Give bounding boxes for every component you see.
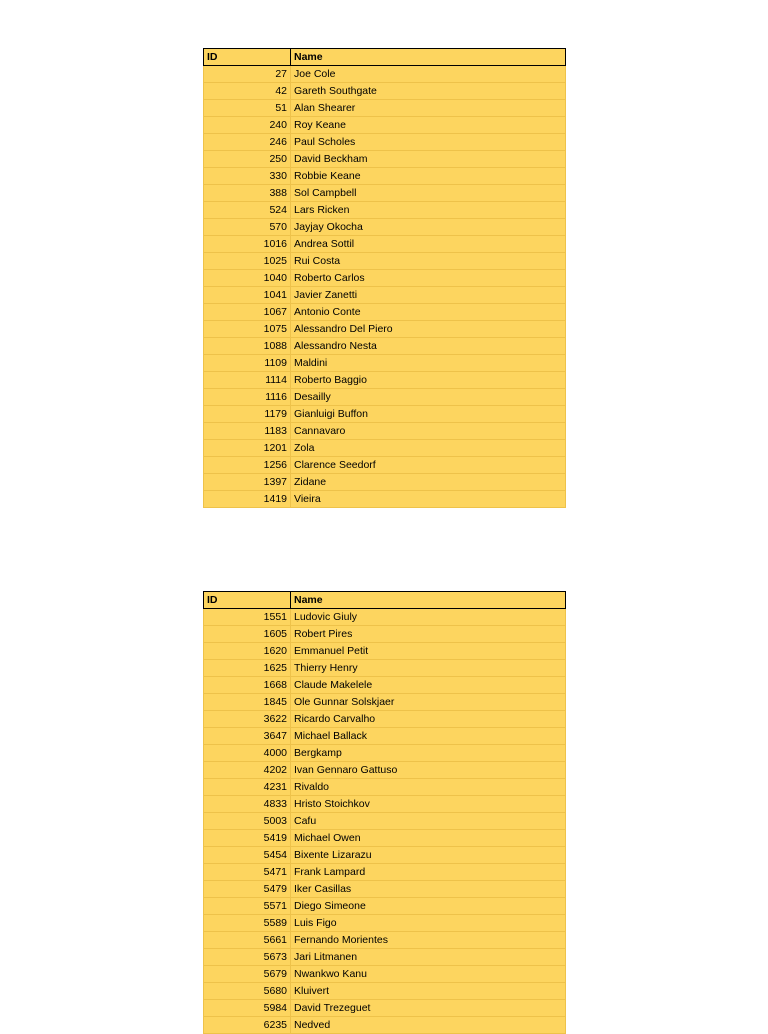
- name-column-header: Name: [291, 592, 566, 609]
- player-name-cell: Hristo Stoichkov: [291, 796, 566, 813]
- player-id-cell: 1201: [204, 440, 291, 457]
- table-row: [204, 151, 566, 168]
- table-row: [204, 864, 566, 881]
- table-row: [204, 355, 566, 372]
- table-row: [204, 423, 566, 440]
- player-id-cell: 5589: [204, 915, 291, 932]
- player-id-cell: 5984: [204, 1000, 291, 1017]
- player-id-cell: 524: [204, 202, 291, 219]
- player-id-cell: 330: [204, 168, 291, 185]
- player-id-cell: 240: [204, 117, 291, 134]
- player-id-cell: 5471: [204, 864, 291, 881]
- player-name-cell: Paul Scholes: [291, 134, 566, 151]
- table-row: [204, 949, 566, 966]
- player-name-cell: Joe Cole: [291, 66, 566, 83]
- table-row: [204, 457, 566, 474]
- player-name-cell: Bergkamp: [291, 745, 566, 762]
- player-id-cell: 1041: [204, 287, 291, 304]
- player-id-cell: 5680: [204, 983, 291, 1000]
- table-row: [204, 796, 566, 813]
- table-row: [204, 168, 566, 185]
- player-name-cell: Ludovic Giuly: [291, 609, 566, 626]
- header-row: [204, 49, 566, 66]
- player-id-cell: 5673: [204, 949, 291, 966]
- player-id-cell: 1183: [204, 423, 291, 440]
- player-name-cell: Alan Shearer: [291, 100, 566, 117]
- player-name-cell: Vieira: [291, 491, 566, 508]
- table-row: [204, 389, 566, 406]
- table-row: [204, 100, 566, 117]
- player-name-cell: Antonio Conte: [291, 304, 566, 321]
- player-id-cell: 27: [204, 66, 291, 83]
- player-name-cell: Fernando Morientes: [291, 932, 566, 949]
- player-name-cell: Jayjay Okocha: [291, 219, 566, 236]
- player-name-cell: Emmanuel Petit: [291, 643, 566, 660]
- table-row: [204, 643, 566, 660]
- player-name-cell: David Beckham: [291, 151, 566, 168]
- table-row: [204, 406, 566, 423]
- player-name-cell: Ricardo Carvalho: [291, 711, 566, 728]
- table-row: [204, 660, 566, 677]
- player-name-cell: Robert Pires: [291, 626, 566, 643]
- table-row: [204, 287, 566, 304]
- player-name-cell: Bixente Lizarazu: [291, 847, 566, 864]
- player-name-cell: Rui Costa: [291, 253, 566, 270]
- player-name-cell: Roberto Baggio: [291, 372, 566, 389]
- player-name-cell: Cafu: [291, 813, 566, 830]
- player-id-cell: 388: [204, 185, 291, 202]
- table-row: [204, 270, 566, 287]
- player-name-cell: Roy Keane: [291, 117, 566, 134]
- table-row: [204, 321, 566, 338]
- table-row: [204, 372, 566, 389]
- player-id-cell: 250: [204, 151, 291, 168]
- header-row: [204, 592, 566, 609]
- player-id-cell: 1016: [204, 236, 291, 253]
- player-name-cell: Luis Figo: [291, 915, 566, 932]
- player-name-cell: Sol Campbell: [291, 185, 566, 202]
- player-id-cell: 4000: [204, 745, 291, 762]
- player-id-cell: 1625: [204, 660, 291, 677]
- table-row: [204, 236, 566, 253]
- table-row: [204, 779, 566, 796]
- player-name-cell: Nwankwo Kanu: [291, 966, 566, 983]
- player-name-cell: Roberto Carlos: [291, 270, 566, 287]
- player-name-cell: Andrea Sottil: [291, 236, 566, 253]
- player-name-cell: David Trezeguet: [291, 1000, 566, 1017]
- player-id-cell: 5679: [204, 966, 291, 983]
- player-id-cell: 1620: [204, 643, 291, 660]
- table-row: [204, 609, 566, 626]
- table-row: [204, 728, 566, 745]
- player-name-cell: Thierry Henry: [291, 660, 566, 677]
- player-id-cell: 1179: [204, 406, 291, 423]
- player-name-cell: Claude Makelele: [291, 677, 566, 694]
- player-id-cell: 4231: [204, 779, 291, 796]
- table-row: [204, 711, 566, 728]
- table-row: [204, 677, 566, 694]
- player-id-cell: 4202: [204, 762, 291, 779]
- table-row: [204, 474, 566, 491]
- player-id-cell: 4833: [204, 796, 291, 813]
- player-id-cell: 5454: [204, 847, 291, 864]
- table-row: [204, 134, 566, 151]
- table-body: [204, 609, 566, 1034]
- player-id-cell: 1025: [204, 253, 291, 270]
- player-name-cell: Frank Lampard: [291, 864, 566, 881]
- table-row: [204, 1000, 566, 1017]
- player-name-cell: Lars Ricken: [291, 202, 566, 219]
- player-id-cell: 570: [204, 219, 291, 236]
- player-name-cell: Cannavaro: [291, 423, 566, 440]
- table-row: [204, 66, 566, 83]
- player-name-cell: Nedved: [291, 1017, 566, 1034]
- player-name-cell: Javier Zanetti: [291, 287, 566, 304]
- player-id-cell: 5003: [204, 813, 291, 830]
- player-name-cell: Ole Gunnar Solskjaer: [291, 694, 566, 711]
- player-name-cell: Gianluigi Buffon: [291, 406, 566, 423]
- id-column-header: ID: [204, 592, 291, 609]
- name-column-header: Name: [291, 49, 566, 66]
- table-row: [204, 117, 566, 134]
- player-name-cell: Robbie Keane: [291, 168, 566, 185]
- player-name-cell: Kluivert: [291, 983, 566, 1000]
- table-row: [204, 83, 566, 100]
- table-row: [204, 762, 566, 779]
- player-id-cell: 6235: [204, 1017, 291, 1034]
- table-body: [204, 66, 566, 508]
- player-name-cell: Michael Ballack: [291, 728, 566, 745]
- table-row: [204, 253, 566, 270]
- player-id-cell: 5661: [204, 932, 291, 949]
- player-id-cell: 1845: [204, 694, 291, 711]
- player-id-cell: 5571: [204, 898, 291, 915]
- table-row: [204, 813, 566, 830]
- player-id-cell: 1397: [204, 474, 291, 491]
- table-row: [204, 219, 566, 236]
- table-row: [204, 983, 566, 1000]
- player-id-cell: 42: [204, 83, 291, 100]
- player-name-cell: Maldini: [291, 355, 566, 372]
- player-id-cell: 1114: [204, 372, 291, 389]
- player-name-cell: Alessandro Del Piero: [291, 321, 566, 338]
- player-id-cell: 1075: [204, 321, 291, 338]
- player-name-cell: Rivaldo: [291, 779, 566, 796]
- player-name-cell: Clarence Seedorf: [291, 457, 566, 474]
- players-table-1: [203, 48, 566, 508]
- table-row: [204, 626, 566, 643]
- player-name-cell: Zidane: [291, 474, 566, 491]
- table-row: [204, 185, 566, 202]
- table-row: [204, 694, 566, 711]
- player-id-cell: 1419: [204, 491, 291, 508]
- player-id-cell: 51: [204, 100, 291, 117]
- player-id-cell: 1116: [204, 389, 291, 406]
- table-row: [204, 1017, 566, 1034]
- table-row: [204, 440, 566, 457]
- player-id-cell: 5419: [204, 830, 291, 847]
- players-table-2: [203, 591, 566, 1034]
- table-row: [204, 491, 566, 508]
- player-id-cell: 1551: [204, 609, 291, 626]
- table-row: [204, 202, 566, 219]
- table-row: [204, 915, 566, 932]
- player-name-cell: Alessandro Nesta: [291, 338, 566, 355]
- player-id-cell: 3622: [204, 711, 291, 728]
- player-id-cell: 1668: [204, 677, 291, 694]
- player-name-cell: Zola: [291, 440, 566, 457]
- player-id-cell: 3647: [204, 728, 291, 745]
- player-id-cell: 1256: [204, 457, 291, 474]
- table-row: [204, 830, 566, 847]
- table-row: [204, 304, 566, 321]
- id-column-header: ID: [204, 49, 291, 66]
- player-name-cell: Michael Owen: [291, 830, 566, 847]
- player-name-cell: Desailly: [291, 389, 566, 406]
- player-id-cell: 246: [204, 134, 291, 151]
- table-row: [204, 847, 566, 864]
- player-name-cell: Gareth Southgate: [291, 83, 566, 100]
- player-id-cell: 1109: [204, 355, 291, 372]
- player-name-cell: Ivan Gennaro Gattuso: [291, 762, 566, 779]
- table-row: [204, 898, 566, 915]
- player-id-cell: 5479: [204, 881, 291, 898]
- player-name-cell: Iker Casillas: [291, 881, 566, 898]
- player-id-cell: 1067: [204, 304, 291, 321]
- table-row: [204, 966, 566, 983]
- table-row: [204, 745, 566, 762]
- player-id-cell: 1040: [204, 270, 291, 287]
- table-row: [204, 881, 566, 898]
- player-id-cell: 1605: [204, 626, 291, 643]
- player-id-cell: 1088: [204, 338, 291, 355]
- table-row: [204, 338, 566, 355]
- player-name-cell: Jari Litmanen: [291, 949, 566, 966]
- table-row: [204, 932, 566, 949]
- player-name-cell: Diego Simeone: [291, 898, 566, 915]
